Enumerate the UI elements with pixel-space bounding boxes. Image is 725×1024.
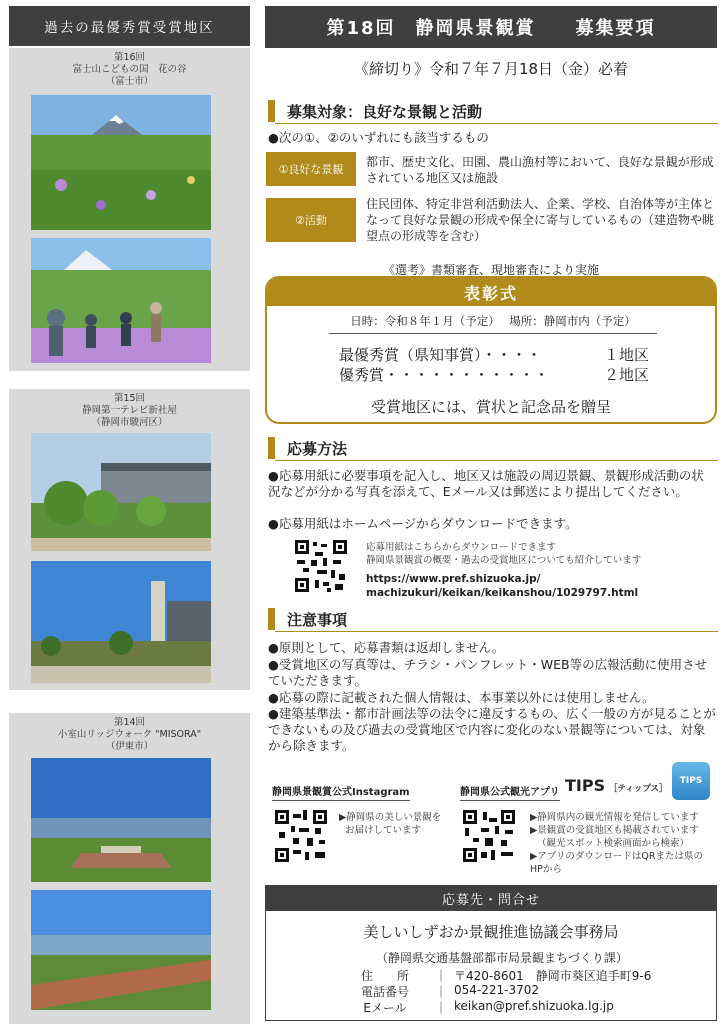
photo-fuji-flower-valley [31,95,211,230]
past-winners-column [0,0,258,1024]
tips-note-4: ▶アプリのダウンロードはQRまたは県のHPから [530,851,704,875]
contact-value: 〒420-8601 静岡市葵区追手町9-6 [454,969,652,983]
winner-place: （富士市） [105,76,154,87]
note-bullet-2: ●受賞地区の写真等は、チラシ・パンフレット・WEB等の広報活動に使用させていただきます。 [268,657,708,688]
award-date-place: 日時：令和８年１月（予定） 場所：静岡市内（予定） [329,313,657,334]
section-header-apply [268,437,718,459]
photo-fuji-visitors [31,238,211,363]
section-title: 注意事項 [287,611,348,629]
award-heading: 表彰式 [267,278,715,306]
tag-good-landscape: ①良好な景観 [266,152,356,186]
award-note: 受賞地区には、賞状と記念品を贈呈 [370,398,611,416]
award-ceremony-box [265,276,717,424]
award-count: １地区 [603,346,649,364]
contact-department: （静岡県交通基盤部都市局景観まちづくり課） [376,951,628,965]
contact-row-address: 住 所 ｜ 〒420-8601 静岡市葵区追手町9-6 [342,967,651,984]
tag-desc-good-landscape: 都市、歴史文化、田園、農山漁村等において、良好な景観が形成されている地区又は施設 [366,155,714,185]
contact-row-email[interactable]: Eメール ｜ keikan@pref.shizuoka.lg.jp [342,999,614,1016]
application-url[interactable] [366,572,706,600]
tag-activity: ②活動 [266,198,356,242]
deadline: 《締切り》令和７年７月18日（金）必着 [353,60,629,78]
winner-name: 静岡第一テレビ新社屋 [82,405,177,416]
contact-row-phone: 電話番号 ｜ 054-221-3702 [342,983,539,1000]
tips-reading: ［ティップス］ [609,784,668,794]
tips-note-3: （観光スポット検索画面から検索） [537,838,690,849]
instagram-title: 静岡県景観賞公式Instagram [272,783,410,801]
photo-sdt-building-garden [31,433,211,551]
apply-bullet-2: ●応募用紙はホームページからダウンロードできます。 [268,516,578,531]
contact-key: 住 所 [360,969,409,983]
winner-place: （伊東市） [105,741,154,752]
instagram-note-1: ▶静岡県の美しい景観を [339,812,442,823]
winner-name: 小室山リッジウォーク "MISORA" [57,729,202,740]
qr-note-overview: 静岡県景観賞の概要・過去の受賞地区についても紹介しています [366,555,642,566]
past-winners-header: 過去の最優秀賞受賞地区 [9,6,250,46]
tips-logo: TIPS [565,776,606,795]
url-line-2: machizukuri/keikan/keikanshou/1029797.html [366,587,639,599]
award-label: 優秀賞・・・・・・・・・・・ [339,366,550,384]
section-title: 募集対象：良好な景観と活動 [287,103,483,121]
contact-value: keikan@pref.shizuoka.lg.jp [454,999,614,1013]
tag-desc-activity: 住民団体、特定非営利活動法人、企業、学校、自治体等が主体となって良好な景観の形成や保全に寄与しているもの（建造物や眺望点の形成等を含む） [366,197,715,243]
winner-edition: 第16回 [113,52,146,63]
apply-bullet-1: ●応募用紙に必要事項を記入し、地区又は施設の周辺景観、景観形成活動の状況などが分かる写真を添えて、Eメール又は郵送により提出してください。 [268,468,704,499]
section-header-target [268,100,718,122]
winner-edition: 第14回 [113,717,146,728]
tips-note-2: ▶景観賞の受賞地区も掲載されています [530,825,699,836]
section-header-notes [268,608,718,630]
tips-app-icon[interactable]: TIPS [672,762,710,800]
note-bullet-4: ●建築基準法・都市計画法等の法令に違反するもの、広く一般の方が見ることができないもの及び過去の受賞地区で内容に変化のない景観等については、対象から除きます。 [268,706,716,753]
instagram-qr-code[interactable] [273,808,329,864]
winner-edition: 第15回 [113,393,146,404]
apply-qr-code[interactable] [293,538,349,594]
tips-qr-code[interactable] [461,808,517,864]
winner-place: （静岡市駿河区） [91,417,168,428]
contact-key: 電話番号 [360,985,409,999]
url-line-1: https://www.pref.shizuoka.jp/ [366,573,541,585]
section-title: 応募方法 [287,440,348,458]
tips-app-title: 静岡県公式観光アプリ [460,783,560,801]
selection-method: 《選考》書類審査、現地審査により実施 [382,263,599,277]
award-count: ２地区 [603,366,649,384]
target-bullet: ●次の①、②のいずれにも該当するもの [268,130,489,145]
contact-heading: 応募先・問合せ [265,885,717,911]
tips-note-1: ▶静岡県内の観光情報を発信しています [530,812,699,823]
contact-organization: 美しいしずおか景観推進協議会事務局 [363,923,619,941]
qr-note-download: 応募用紙はこちらからダウンロードできます [366,542,557,553]
photo-misora-deck [31,758,211,882]
contact-key: Eメール [363,1001,407,1015]
photo-misora-path [31,890,211,1010]
contact-value: 054-221-3702 [454,983,540,997]
award-row-top [339,344,649,365]
award-row-excellent [339,364,649,385]
winner-name: 富士山こどもの国 花の谷 [72,64,187,75]
award-label: 最優秀賞（県知事賞）・・・・ [339,346,542,364]
note-bullet-1: ●原則として、応募書類は返却しません。 [268,640,505,655]
photo-sdt-plaza [31,561,211,683]
contact-box [265,911,717,1021]
note-bullet-3: ●応募の際に記載された個人情報は、本事業以外には使用しません。 [268,690,655,705]
page-title: 第18回 静岡県景観賞 募集要項 [265,6,717,48]
instagram-note-2: お届けしています [345,825,422,836]
